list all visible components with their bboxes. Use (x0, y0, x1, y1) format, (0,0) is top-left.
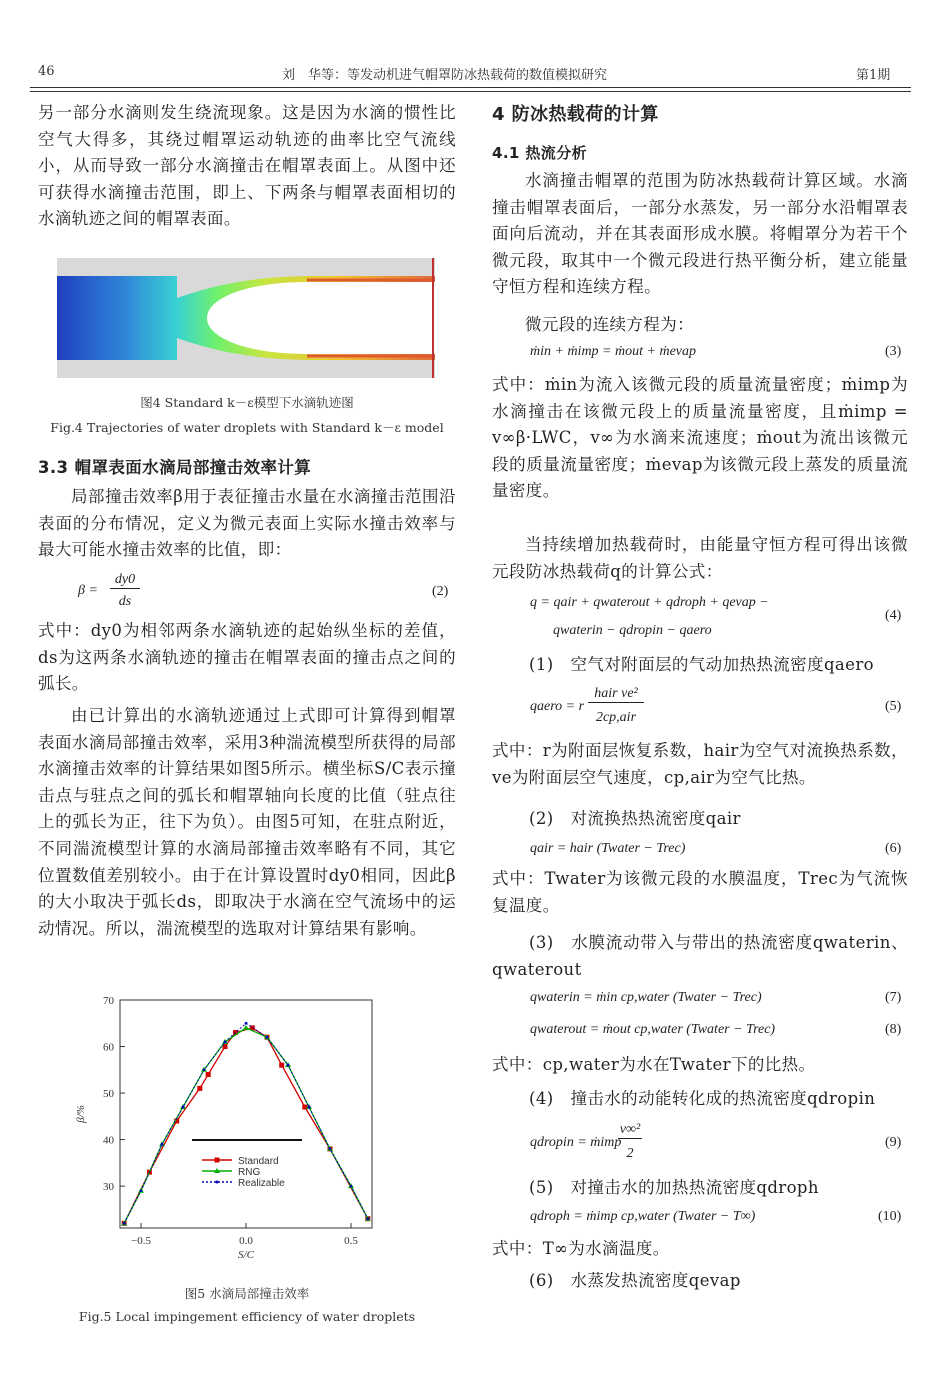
equation-4-number: (4) (885, 608, 902, 623)
impingement-efficiency-chart (70, 990, 400, 1275)
data-point-realizable (366, 1217, 369, 1220)
item-3-text: (3) 水膜流动带入与带出的热流密度qwaterin、qwaterout (492, 933, 908, 979)
y-tick-label: 60 (103, 1041, 114, 1054)
equation-2-numerator: dy0 (110, 572, 140, 589)
legend-label-rng: RNG (238, 1167, 261, 1178)
paragraph-text: 水滴撞击帽罩的范围为防冰热载荷计算区域。水滴撞击帽罩表面后，一部分水蒸发，另一部分水沿帽罩表面向后流动，并在其表面形成水膜。将帽罩分为若干个微元段，取其中一个微元段进行热平衡分析，建立能量守恒方程和连续方程。 (492, 171, 908, 297)
running-title: 刘 华等：等发动机进气帽罩防冰热载荷的数值模拟研究 (282, 68, 608, 83)
data-point-standard (206, 1072, 211, 1077)
page-number: 46 (38, 64, 55, 79)
figure5-chart (70, 990, 400, 1275)
paragraph-text: 由已计算出的水滴轨迹通过上式即可计算得到帽罩表面水滴局部撞击效率，采用3种湍流模型所获得的局部水滴撞击效率的计算结果如图5所示。横坐标S/C表示撞击点与驻点之间的弧长和帽罩轴向长度的比值（驻点往上的弧长为正，往下为负）。由图5可知，在驻点附近，不同湍流模型计算的水滴局部撞击效率略有不同，其它位置数值差别较小。由于在计算设置时dy0相同，因此β的大小取决于弧长ds，即取决于水滴在空气流场中的运动情况。所以，湍流模型的选取对计算结果有影响。 (38, 706, 456, 938)
data-point-realizable (203, 1068, 206, 1071)
item-6: (6) 水蒸发热流密度qevap (529, 1271, 741, 1290)
series-line-realizable (124, 1023, 368, 1223)
right-paragraph-4 (492, 532, 908, 585)
item-1: (1) 空气对附面层的气动加热热流密度qaero (529, 655, 874, 674)
equation-5-denominator: 2cp,air (595, 710, 637, 725)
paragraph-text: 当持续增加热载荷时，由能量守恒方程可得出该微元段防冰热载荷q的计算公式： (492, 535, 908, 581)
equation-2-lhs: β = (78, 583, 98, 598)
equation-9-numerator: v∞² (619, 1122, 641, 1137)
plot-frame (120, 1000, 372, 1228)
data-point-realizable (350, 1185, 353, 1188)
series-line-rng (124, 1028, 368, 1223)
paragraph-text: 式中：Twater为该微元段的水膜温度，Trec为气流恢复温度。 (492, 869, 908, 915)
x-tick-label: −0.5 (131, 1235, 151, 1247)
y-tick-label: 50 (103, 1088, 114, 1101)
right-paragraph-3 (492, 372, 908, 505)
left-paragraph-4 (38, 703, 456, 942)
x-axis-label: S/C (238, 1249, 254, 1261)
equation-4-line-1: q = qair + qwaterout + qdroph + qevap − (530, 595, 769, 610)
equation-9-lhs: qdropin = ṁimp (530, 1135, 622, 1150)
legend-marker-standard (215, 1158, 220, 1163)
right-paragraph-6 (492, 866, 908, 919)
equation-5-numerator: hair ve² (588, 686, 644, 703)
figure4-trajectory-plot (57, 258, 435, 378)
issue-number: 第1期 (856, 68, 891, 83)
equation-3: ṁin + ṁimp = ṁout + ṁevap (530, 344, 696, 359)
figure4-caption-en: Fig.4 Trajectories of water droplets with Standard k－ε model (50, 420, 444, 435)
right-paragraph-8 (492, 1236, 908, 1263)
data-point-standard (279, 1063, 284, 1068)
equation-5-number: (5) (885, 699, 902, 714)
right-paragraph-7 (492, 1052, 908, 1079)
paragraph-text: 式中：T∞为水滴温度。 (492, 1239, 670, 1258)
data-point-realizable (161, 1143, 164, 1146)
equation-10-number: (10) (878, 1209, 902, 1224)
equation-9-number: (9) (885, 1135, 902, 1150)
paragraph-text: 式中：r为附面层恢复系数，hair为空气对流换热系数，ve为附面层空气速度，cp,air为空气比热。 (492, 741, 908, 787)
header-rule (30, 87, 911, 88)
equation-9-denominator: 2 (626, 1146, 634, 1161)
legend-label-standard: Standard (238, 1156, 279, 1167)
series-line-standard (124, 1028, 368, 1223)
paragraph-text: 式中：ṁin为流入该微元段的质量流量密度；ṁimp为水滴撞击在该微元段上的质量流量密度，且ṁimp = v∞β·LWC，v∞为水滴来流速度；ṁout为流出该微元段的质量流量密度；ṁevap为该微元段上蒸发的质量流量密度。 (492, 375, 908, 501)
legend-marker-realizable (216, 1181, 219, 1184)
section-4-heading: 4 防冰热载荷的计算 (492, 104, 659, 125)
right-paragraph-1 (492, 168, 908, 301)
equation-2-number: (2) (432, 584, 449, 599)
y-tick-label: 70 (103, 995, 114, 1007)
data-point-realizable (308, 1106, 311, 1109)
paragraph-text: 局部撞击效率β用于表征撞击水量在水滴撞击范围沿表面的分布情况，定义为微元表面上实际水撞击效率与最大可能水撞击效率的比值，即： (38, 487, 456, 560)
item-5: (5) 对撞击水的加热热流密度qdroph (529, 1178, 819, 1197)
equation-3-number: (3) (885, 344, 902, 359)
figure5-caption-cn: 图5 水滴局部撞击效率 (184, 1286, 310, 1301)
paragraph-text: 式中：dy0为相邻两条水滴轨迹的起始纵坐标的差值，ds为这两条水滴轨迹的撞击在帽罩表面的撞击点之间的弧长。 (38, 621, 456, 694)
data-point-standard (197, 1086, 202, 1091)
section-4-1-heading: 4.1 热流分析 (492, 144, 587, 162)
item-3 (492, 930, 908, 983)
equation-5-lhs: qaero = r (530, 699, 585, 714)
paragraph-text: 另一部分水滴则发生绕流现象。这是因为水滴的惯性比空气大得多，其绕过帽罩运动轨迹的曲率比空气流线小，从而导致一部分水滴撞击在帽罩表面上。从图中还可获得水滴撞击范围，即上、下两条与帽罩表面相切的水滴轨迹之间的帽罩表面。 (38, 103, 456, 229)
left-paragraph-2 (38, 484, 456, 564)
item-2: (2) 对流换热热流密度qair (529, 809, 741, 828)
equation-8-number: (8) (885, 1022, 902, 1037)
equation-7-number: (7) (885, 990, 902, 1005)
paragraph-text: 式中：cp,water为水在Twater下的比热。 (492, 1055, 816, 1074)
data-point-realizable (329, 1147, 332, 1150)
y-tick-label: 40 (103, 1134, 114, 1147)
section-3-3-heading: 3.3 帽罩表面水滴局部撞击效率计算 (38, 458, 312, 477)
x-tick-label: 0.5 (344, 1235, 358, 1247)
data-point-realizable (287, 1064, 290, 1067)
item-4: (4) 撞击水的动能转化成的热流密度qdropin (529, 1089, 876, 1108)
data-point-realizable (266, 1036, 269, 1039)
figure4-caption-cn: 图4 Standard k－ε模型下水滴轨迹图 (140, 395, 354, 410)
equation-2-denominator: ds (118, 594, 132, 609)
equation-8: qwaterout = ṁout cp,water (Twater − Trec) (530, 1022, 776, 1037)
data-point-realizable (123, 1222, 126, 1225)
x-tick-label: 0.0 (239, 1235, 253, 1247)
paragraph-text: 微元段的连续方程为： (525, 315, 694, 334)
data-point-realizable (245, 1022, 248, 1025)
y-tick-label: 30 (103, 1181, 114, 1194)
data-point-realizable (224, 1040, 227, 1043)
figure5-caption-en: Fig.5 Local impingement efficiency of water droplets (78, 1309, 416, 1324)
equation-10: qdroph = ṁimp cp,water (Twater − T∞) (530, 1209, 756, 1224)
equation-6: qair = hair (Twater − Trec) (530, 841, 686, 856)
trajectory-image (57, 258, 435, 378)
header-rule-thin (30, 91, 911, 92)
right-paragraph-2 (492, 312, 908, 339)
equation-4-line-2: qwaterin − qdropin − qaero (553, 623, 712, 638)
equation-7: qwaterin = ṁin cp,water (Twater − Trec) (530, 990, 762, 1005)
data-point-realizable (182, 1106, 185, 1109)
right-paragraph-5 (492, 738, 908, 791)
equation-6-number: (6) (885, 841, 902, 856)
left-paragraph-1 (38, 100, 456, 233)
left-paragraph-3 (38, 618, 456, 698)
y-axis-label: β/% (75, 1105, 87, 1123)
data-point-realizable (140, 1189, 143, 1192)
legend-label-realizable: Realizable (238, 1178, 285, 1189)
